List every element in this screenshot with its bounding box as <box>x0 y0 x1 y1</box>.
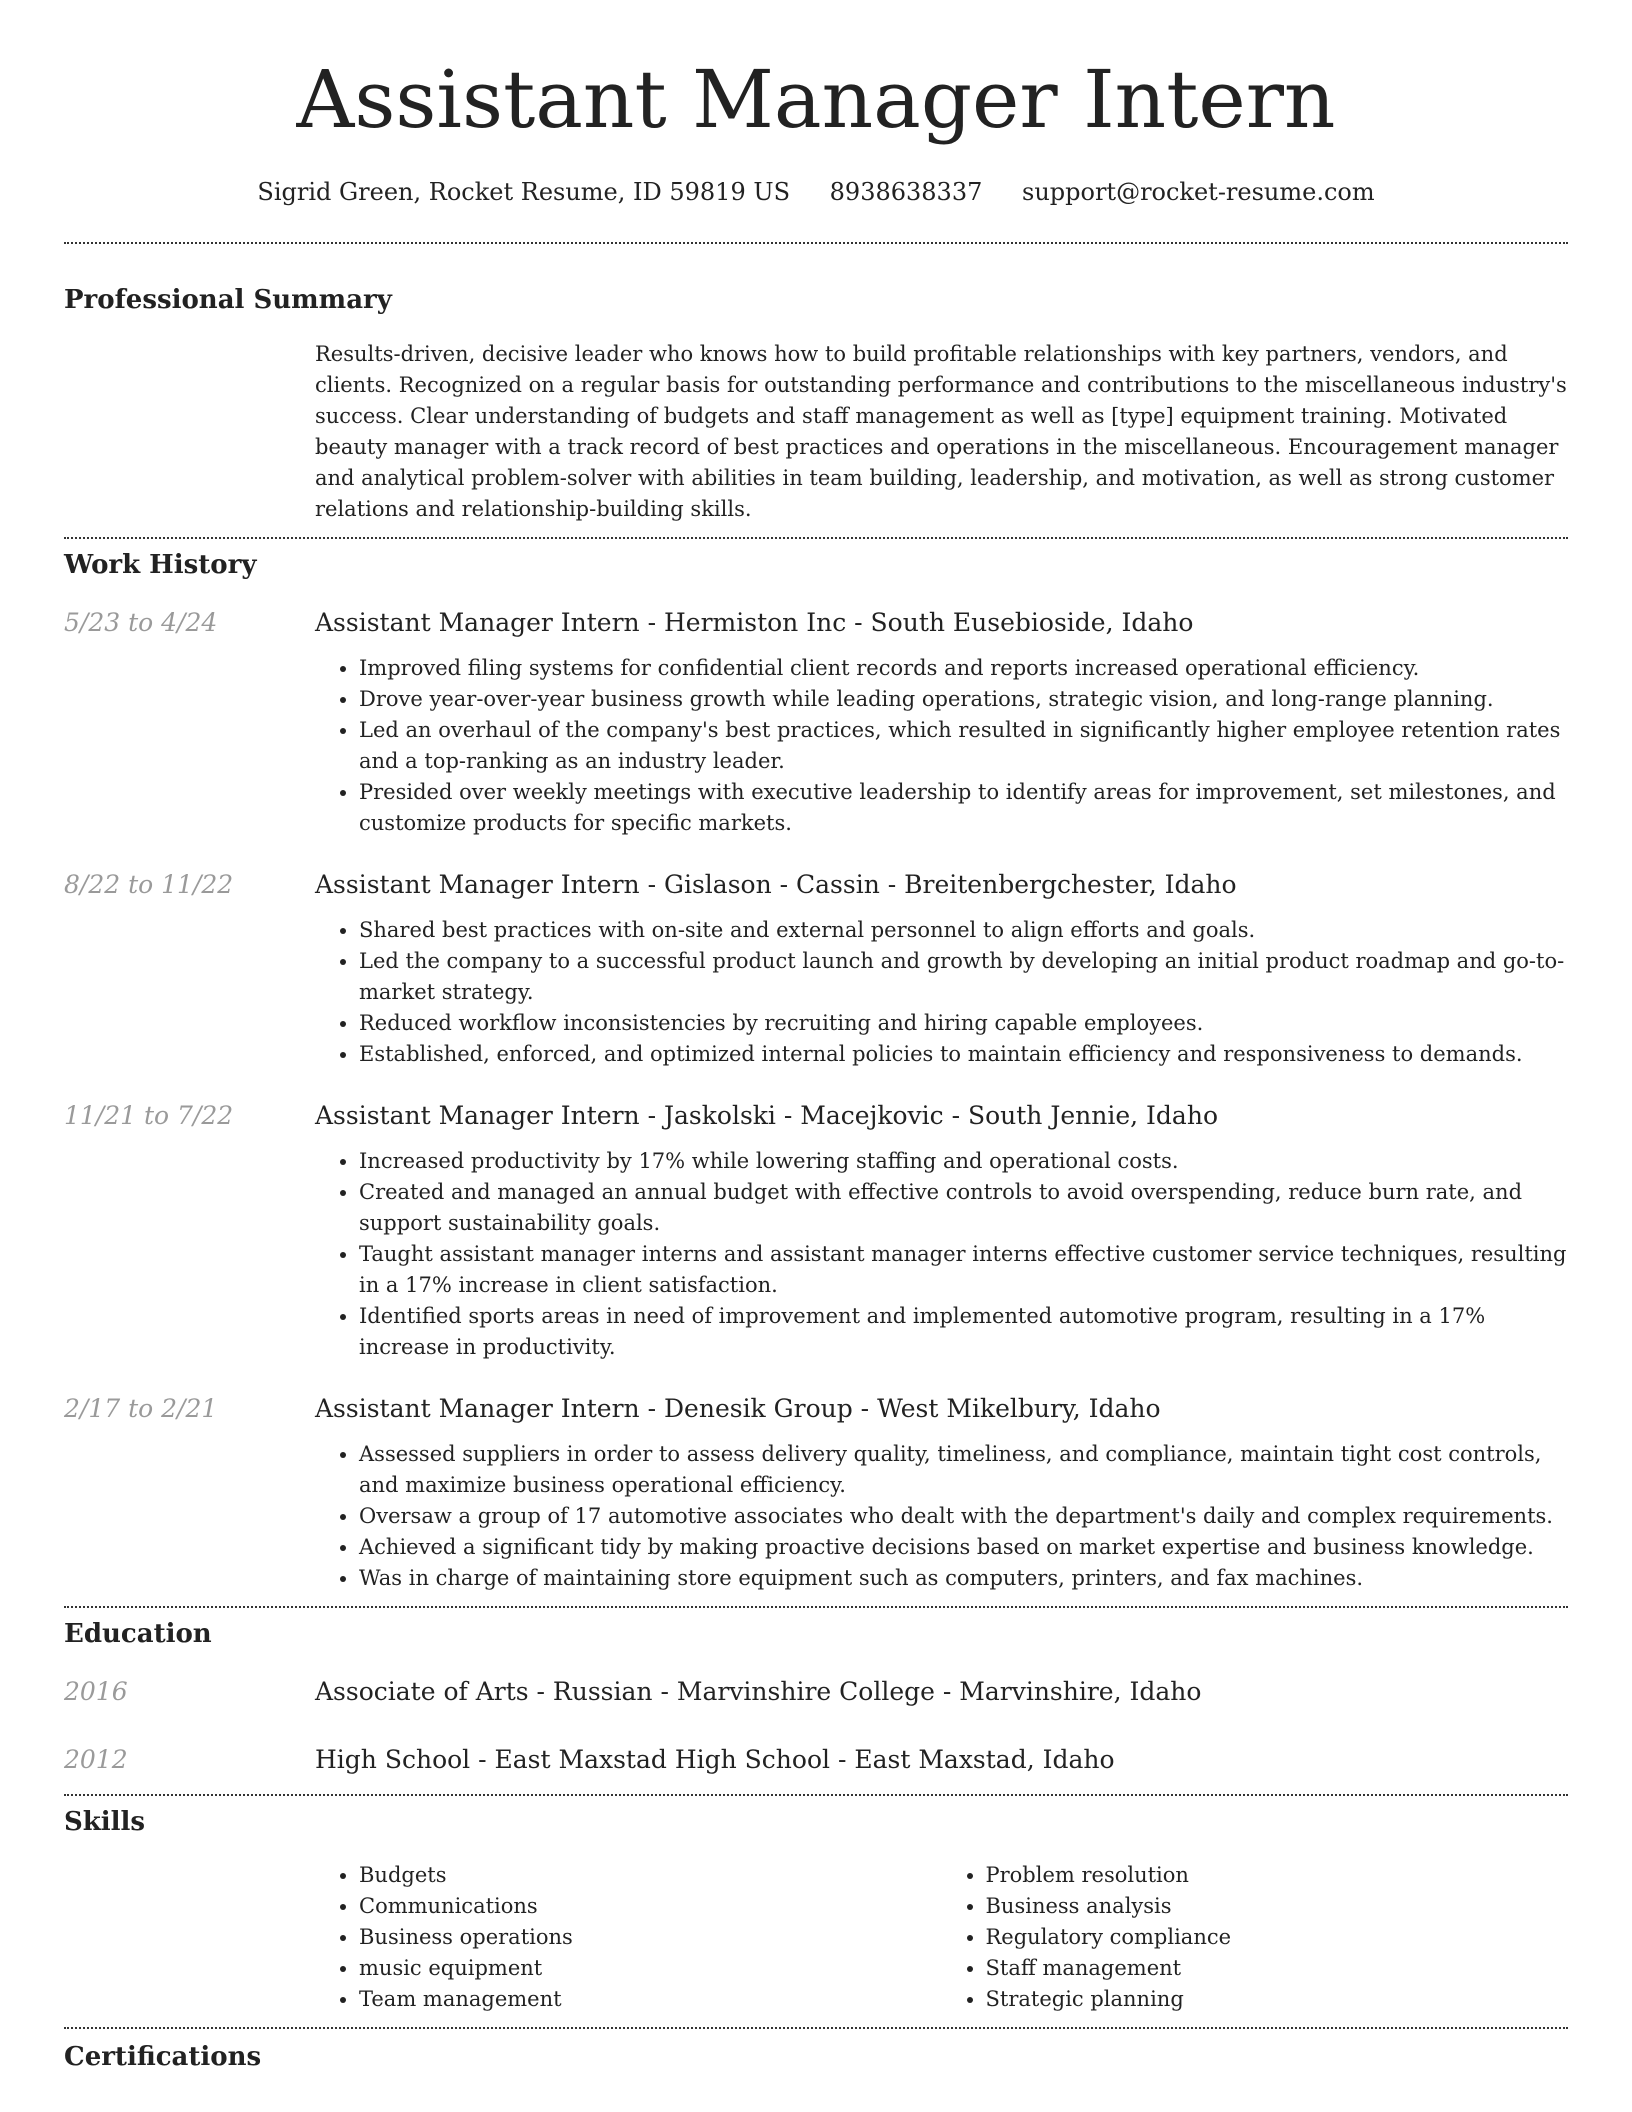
list-item: • Improved filing systems for confidential client records and reports increased operational efficiency. <box>359 653 1568 684</box>
job-bullets <box>315 653 1568 839</box>
list-item: • Drove year-over-year business growth while leading operations, strategic vision, and long-range planning. <box>359 684 1568 715</box>
summary-text: Results-driven, decisive leader who knows how to build profitable relationships with key partners, vendors, and clients. Recognized on a regular basis for outstanding performance and contributions to the miscellaneous industry's success. Clear understanding of budgets and staff management as well as [type] equipment training. Motivated beauty manager with a track record of best practices and operations in the miscellaneous. Encouragement manager and analytical problem-solver with abilities in team building, leadership, and motivation, as well as strong customer relations and relationship-building skills. <box>315 342 1567 521</box>
list-item: • Presided over weekly meetings with executive leadership to identify areas for improvement, set milestones, and customize products for specific markets. <box>359 777 1568 839</box>
list-item: • Led an overhaul of the company's best practices, which resulted in significantly higher employee retention rates and a top-ranking as an industry leader. <box>359 715 1568 777</box>
education-year: 2016 <box>64 1677 128 1706</box>
divider <box>64 1794 1568 1796</box>
job-entry <box>64 607 1568 839</box>
list-item: • Identified sports areas in need of improvement and implemented automotive program, resulting in a 17% increase in productivity. <box>359 1301 1568 1363</box>
education-section <box>64 1618 1568 1776</box>
skill-item: • Business operations <box>359 1922 942 1953</box>
work-history-section <box>64 549 1568 1594</box>
education-heading: Education <box>64 1619 212 1649</box>
skill-item: • Strategic planning <box>986 1984 1569 2015</box>
divider <box>64 1606 1568 1608</box>
skill-item: • Communications <box>359 1891 942 1922</box>
job-title: Assistant Manager Intern - Gislason - Cassin - Breitenbergchester, Idaho <box>315 870 1237 899</box>
job-dates: 11/21 to 7/22 <box>64 1101 234 1130</box>
list-item: • Increased productivity by 17% while lowering staffing and operational costs. <box>359 1146 1568 1177</box>
skills-section <box>64 1806 1568 2015</box>
divider <box>64 2027 1568 2029</box>
skill-item: • Staff management <box>986 1953 1569 1984</box>
job-entry <box>64 1100 1568 1363</box>
education-entry <box>64 1744 1568 1776</box>
summary-section <box>64 284 1568 525</box>
list-item: • Led the company to a successful product launch and growth by developing an initial product roadmap and go-to-market strategy. <box>359 946 1568 1008</box>
list-item: • Created and managed an annual budget with effective controls to avoid overspending, reduce burn rate, and support sustainability goals. <box>359 1177 1568 1239</box>
skill-item: • music equipment <box>359 1953 942 1984</box>
education-degree: High School - East Maxstad High School - East Maxstad, Idaho <box>315 1745 1115 1774</box>
job-title: Assistant Manager Intern - Jaskolski - Macejkovic - South Jennie, Idaho <box>315 1101 1218 1130</box>
list-item: • Established, enforced, and optimized internal policies to maintain efficiency and responsiveness to demands. <box>359 1039 1568 1070</box>
divider <box>64 242 1568 244</box>
list-item: • Achieved a significant tidy by making proactive decisions based on market expertise and business knowledge. <box>359 1532 1568 1563</box>
skills-list-left <box>315 1860 942 2015</box>
job-bullets <box>315 1146 1568 1363</box>
job-bullets <box>315 915 1568 1070</box>
resume-title: Assistant Manager Intern <box>296 53 1336 146</box>
list-item: • Shared best practices with on-site and external personnel to align efforts and goals. <box>359 915 1568 946</box>
job-title: Assistant Manager Intern - Hermiston Inc - South Eusebioside, Idaho <box>315 608 1194 637</box>
certifications-section <box>64 2041 1568 2073</box>
job-title: Assistant Manager Intern - Denesik Group - West Mikelbury, Idaho <box>315 1394 1161 1423</box>
list-item: • Reduced workflow inconsistencies by recruiting and hiring capable employees. <box>359 1008 1568 1039</box>
job-dates: 8/22 to 11/22 <box>64 870 234 899</box>
list-item: • Taught assistant manager interns and assistant manager interns effective customer service techniques, resulting in a 17% increase in client satisfaction. <box>359 1239 1568 1301</box>
skill-item: • Team management <box>359 1984 942 2015</box>
certifications-heading: Certifications <box>64 2042 262 2072</box>
skill-item: • Regulatory compliance <box>986 1922 1569 1953</box>
work-history-heading: Work History <box>64 550 257 580</box>
job-bullets <box>315 1439 1568 1594</box>
contact-phone: 8938638337 <box>829 178 983 206</box>
skill-item: • Budgets <box>359 1860 942 1891</box>
skills-heading: Skills <box>64 1807 146 1837</box>
education-degree: Associate of Arts - Russian - Marvinshire College - Marvinshire, Idaho <box>315 1677 1202 1706</box>
job-entry <box>64 1393 1568 1594</box>
job-dates: 5/23 to 4/24 <box>64 608 218 637</box>
job-dates: 2/17 to 2/21 <box>64 1394 218 1423</box>
skills-list-right <box>942 1860 1569 2015</box>
contact-line <box>64 176 1568 208</box>
contact-email: support@rocket-resume.com <box>1022 178 1375 206</box>
skill-item: • Business analysis <box>986 1891 1569 1922</box>
list-item: • Oversaw a group of 17 automotive associates who dealt with the department's daily and complex requirements. <box>359 1501 1568 1532</box>
summary-heading: Professional Summary <box>64 285 392 315</box>
contact-address: Sigrid Green, Rocket Resume, ID 59819 US <box>257 178 791 206</box>
list-item: • Assessed suppliers in order to assess delivery quality, timeliness, and compliance, maintain tight cost controls, and maximize business operational efficiency. <box>359 1439 1568 1501</box>
education-entry <box>64 1676 1568 1708</box>
education-year: 2012 <box>64 1745 128 1774</box>
job-entry <box>64 869 1568 1070</box>
divider <box>64 537 1568 539</box>
skill-item: • Problem resolution <box>986 1860 1569 1891</box>
list-item: • Was in charge of maintaining store equipment such as computers, printers, and fax machines. <box>359 1563 1568 1594</box>
